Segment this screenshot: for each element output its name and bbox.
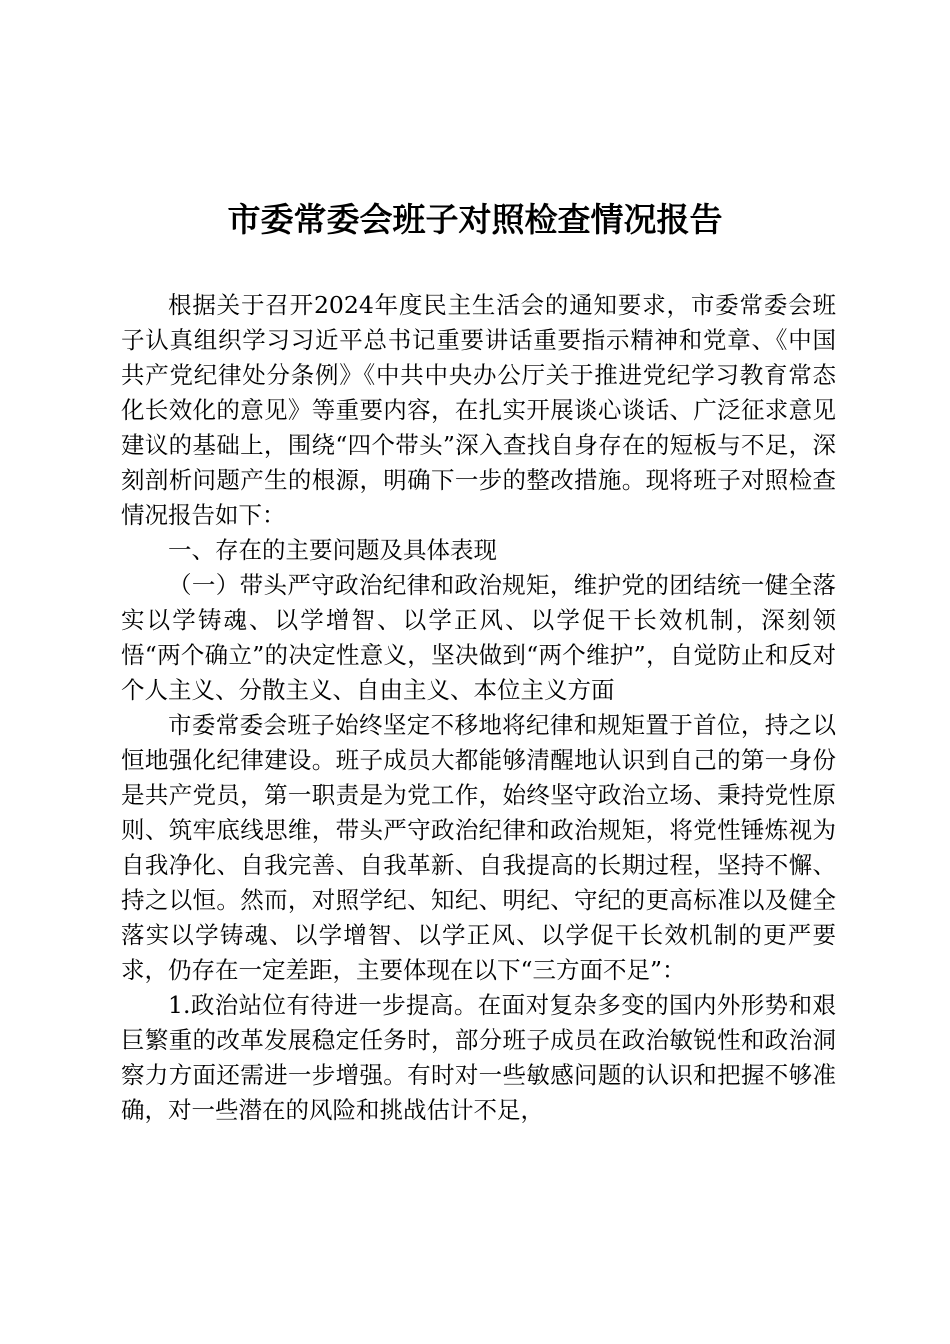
body-paragraph-numbered: 1.政治站位有待进一步提高。在面对复杂多变的国内外形势和艰巨繁重的改革发展稳定任务时，部分班子成员在政治敏锐性和政治洞察力方面还需进一步增强。有时对一些敏感问题的认识和把握不够准确，对一些潜在的风险和挑战估计不足， (121, 991, 836, 1124)
document-title: 市委常委会班子对照检查情况报告 (227, 200, 723, 239)
body-paragraph: 市委常委会班子始终坚定不移地将纪律和规矩置于首位，持之以恒地强化纪律建设。班子成员大都能够清醒地认识到自己的第一身份是共产党员，第一职责是为党工作，始终坚守政治立场、秉持党性原则、筑牢底线思维，带头严守政治纪律和政治规矩，将党性锤炼视为自我净化、自我完善、自我革新、自我提高的长期过程，坚持不懈、持之以恒。然而，对照学纪、知纪、明纪、守纪的更高标准以及健全落实以学铸魂、以学增智、以学正风、以学促干长效机制的更严要求，仍存在一定差距，主要体现在以下“三方面不足”： (121, 711, 836, 984)
intro-paragraph: 根据关于召开2024年度民主生活会的通知要求，市委常委会班子认真组织学习习近平总书记重要讲话重要指示精神和党章、《中国共产党纪律处分条例》《中共中央办公厅关于推进党纪学习教育常态化长效化的意见》等重要内容，在扎实开展谈心谈话、广泛征求意见建议的基础上，围绕“四个带头”深入查找自身存在的短板与不足，深刻剖析问题产生的根源，明确下一步的整改措施。现将班子对照检查情况报告如下： (121, 291, 836, 529)
document-body (121, 288, 836, 1128)
section-heading: 一、存在的主要问题及具体表现 (168, 536, 497, 564)
subsection-heading: （一）带头严守政治纪律和政治规矩，维护党的团结统一健全落实以学铸魂、以学增智、以学正风、以学促干长效机制，深刻领悟“两个确立”的决定性意义，坚决做到“两个维护”，自觉防止和反对个人主义、分散主义、自由主义、本位主义方面 (121, 571, 836, 704)
